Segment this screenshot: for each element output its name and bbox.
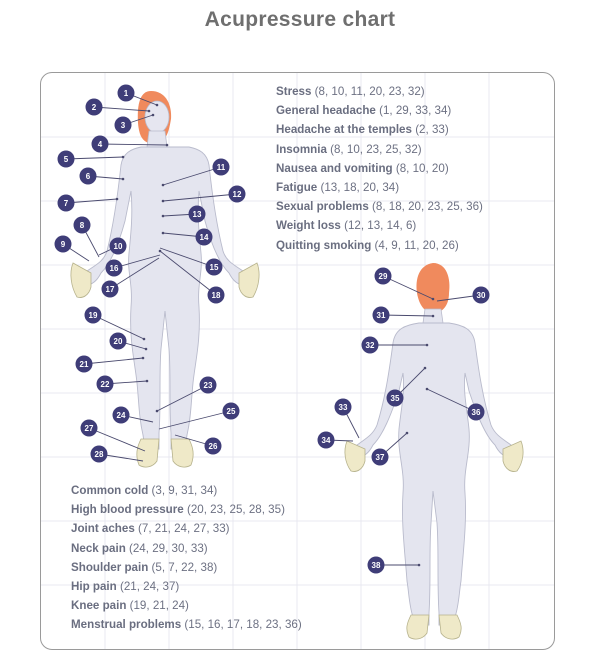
point-marker-23 xyxy=(200,377,217,394)
condition-item xyxy=(71,539,302,558)
marker-number: 13 xyxy=(192,210,202,219)
condition-name: Common cold xyxy=(71,484,149,497)
marker-number: 31 xyxy=(376,311,386,320)
marker-number: 6 xyxy=(85,172,91,181)
point-marker-32 xyxy=(362,337,379,354)
point-marker-29 xyxy=(375,268,392,285)
marker-number: 24 xyxy=(116,411,126,420)
marker-number: 21 xyxy=(79,360,89,369)
condition-name: Menstrual problems xyxy=(71,618,182,632)
condition-item xyxy=(71,558,302,577)
marker-number: 11 xyxy=(216,163,226,172)
marker-number: 32 xyxy=(365,341,375,350)
marker-number: 28 xyxy=(94,450,104,459)
point-marker-27 xyxy=(81,420,98,437)
marker-number: 3 xyxy=(120,121,126,130)
point-marker-35 xyxy=(387,390,404,407)
condition-points: (12, 13, 14, 6) xyxy=(340,219,417,233)
marker-number: 22 xyxy=(100,380,110,389)
condition-points: (19, 21, 24) xyxy=(126,599,189,613)
marker-number: 8 xyxy=(79,221,85,230)
condition-item xyxy=(71,615,302,634)
page-title: Acupressure chart xyxy=(204,8,396,31)
point-marker-10 xyxy=(110,238,127,255)
marker-number: 36 xyxy=(471,408,481,417)
point-marker-31 xyxy=(373,307,390,324)
condition-points: (8, 18, 20, 23, 25, 36) xyxy=(368,200,483,214)
condition-item xyxy=(71,519,302,538)
condition-item xyxy=(276,82,483,101)
point-marker-13 xyxy=(189,206,206,223)
point-marker-30 xyxy=(473,287,490,304)
point-marker-38 xyxy=(368,557,385,574)
condition-points: (8, 10, 23, 25, 32) xyxy=(326,142,422,156)
marker-number: 30 xyxy=(476,291,486,300)
condition-name: Neck pain xyxy=(71,541,126,555)
marker-number: 26 xyxy=(208,442,218,451)
marker-number: 7 xyxy=(63,199,69,208)
point-marker-36 xyxy=(468,404,485,421)
point-marker-3 xyxy=(115,117,132,134)
condition-points: (24, 29, 30, 33) xyxy=(125,541,208,555)
condition-name: Nausea and vomiting xyxy=(276,161,393,175)
condition-points: (8, 10, 20) xyxy=(392,161,449,175)
condition-item xyxy=(276,101,483,120)
marker-number: 15 xyxy=(209,263,219,272)
point-marker-17 xyxy=(102,281,119,298)
point-marker-4 xyxy=(92,136,109,153)
marker-number: 27 xyxy=(84,424,94,433)
marker-number: 19 xyxy=(88,311,98,320)
point-marker-12 xyxy=(229,186,246,203)
marker-number: 12 xyxy=(232,190,242,199)
point-marker-37 xyxy=(372,449,389,466)
marker-number: 9 xyxy=(60,240,66,249)
point-marker-15 xyxy=(206,259,223,276)
marker-number: 23 xyxy=(203,381,213,390)
condition-item xyxy=(276,120,483,139)
point-marker-9 xyxy=(55,236,72,253)
point-marker-22 xyxy=(97,376,114,393)
marker-number: 10 xyxy=(113,242,123,251)
condition-name: Sexual problems xyxy=(276,200,369,214)
condition-points: (4, 9, 11, 20, 26) xyxy=(371,238,459,252)
point-marker-1 xyxy=(118,85,135,102)
marker-number: 16 xyxy=(109,264,119,273)
condition-points: (8, 10, 11, 20, 23, 32) xyxy=(311,85,425,98)
conditions-list-top xyxy=(276,82,483,255)
point-marker-16 xyxy=(106,260,123,277)
condition-item xyxy=(276,216,483,235)
condition-item xyxy=(71,481,302,500)
marker-number: 37 xyxy=(375,453,385,462)
condition-name: High blood pressure xyxy=(71,503,184,517)
condition-item xyxy=(276,197,483,216)
condition-points: (20, 23, 25, 28, 35) xyxy=(183,503,285,517)
condition-points: (1, 29, 33, 34) xyxy=(375,104,452,118)
marker-number: 29 xyxy=(378,272,388,281)
condition-name: Stress xyxy=(276,85,312,98)
marker-number: 35 xyxy=(390,394,400,403)
condition-points: (15, 16, 17, 18, 23, 36) xyxy=(181,618,302,632)
conditions-list-bottom xyxy=(71,481,302,635)
condition-points: (2, 33) xyxy=(411,123,449,137)
point-marker-25 xyxy=(223,403,240,420)
condition-name: Knee pain xyxy=(71,599,127,613)
condition-name: Hip pain xyxy=(71,579,117,593)
marker-number: 17 xyxy=(105,285,115,294)
marker-number: 5 xyxy=(63,155,69,164)
condition-points: (7, 21, 24, 27, 33) xyxy=(134,522,230,536)
point-marker-33 xyxy=(335,399,352,416)
marker-number: 38 xyxy=(371,561,381,570)
back-body-figure xyxy=(345,263,523,639)
condition-name: Fatigue xyxy=(276,180,318,194)
condition-name: Headache at the temples xyxy=(276,123,412,137)
condition-item xyxy=(71,596,302,615)
condition-name: Quitting smoking xyxy=(276,238,372,252)
point-marker-18 xyxy=(208,287,225,304)
point-marker-19 xyxy=(85,307,102,324)
marker-number: 33 xyxy=(338,403,348,412)
point-marker-20 xyxy=(110,333,127,350)
condition-item xyxy=(276,236,483,255)
point-marker-21 xyxy=(76,356,93,373)
condition-name: General headache xyxy=(276,104,376,118)
marker-number: 18 xyxy=(211,291,221,300)
condition-name: Joint aches xyxy=(71,522,135,536)
marker-number: 25 xyxy=(226,407,236,416)
condition-item xyxy=(276,140,483,159)
condition-points: (3, 9, 31, 34) xyxy=(148,484,218,497)
point-marker-11 xyxy=(213,159,230,176)
condition-name: Weight loss xyxy=(276,219,341,233)
condition-name: Insomnia xyxy=(276,142,327,156)
marker-number: 34 xyxy=(321,436,331,445)
condition-points: (21, 24, 37) xyxy=(116,579,180,593)
point-marker-8 xyxy=(74,217,91,234)
point-marker-7 xyxy=(58,195,75,212)
marker-number: 20 xyxy=(113,337,123,346)
condition-item xyxy=(276,159,483,178)
point-marker-14 xyxy=(196,229,213,246)
point-marker-34 xyxy=(318,432,335,449)
point-marker-28 xyxy=(91,446,108,463)
chart-panel xyxy=(40,72,555,650)
condition-name: Shoulder pain xyxy=(71,560,149,574)
marker-number: 1 xyxy=(123,89,129,98)
point-marker-2 xyxy=(86,99,103,116)
marker-number: 14 xyxy=(199,233,209,242)
condition-item xyxy=(276,178,483,197)
point-marker-5 xyxy=(58,151,75,168)
condition-item xyxy=(71,500,302,519)
point-marker-6 xyxy=(80,168,97,185)
condition-item xyxy=(71,577,302,596)
condition-points: (13, 18, 20, 34) xyxy=(317,180,400,194)
point-marker-26 xyxy=(205,438,222,455)
condition-points: (5, 7, 22, 38) xyxy=(148,560,218,574)
marker-number: 2 xyxy=(91,103,97,112)
marker-number: 4 xyxy=(97,140,103,149)
point-marker-24 xyxy=(113,407,130,424)
